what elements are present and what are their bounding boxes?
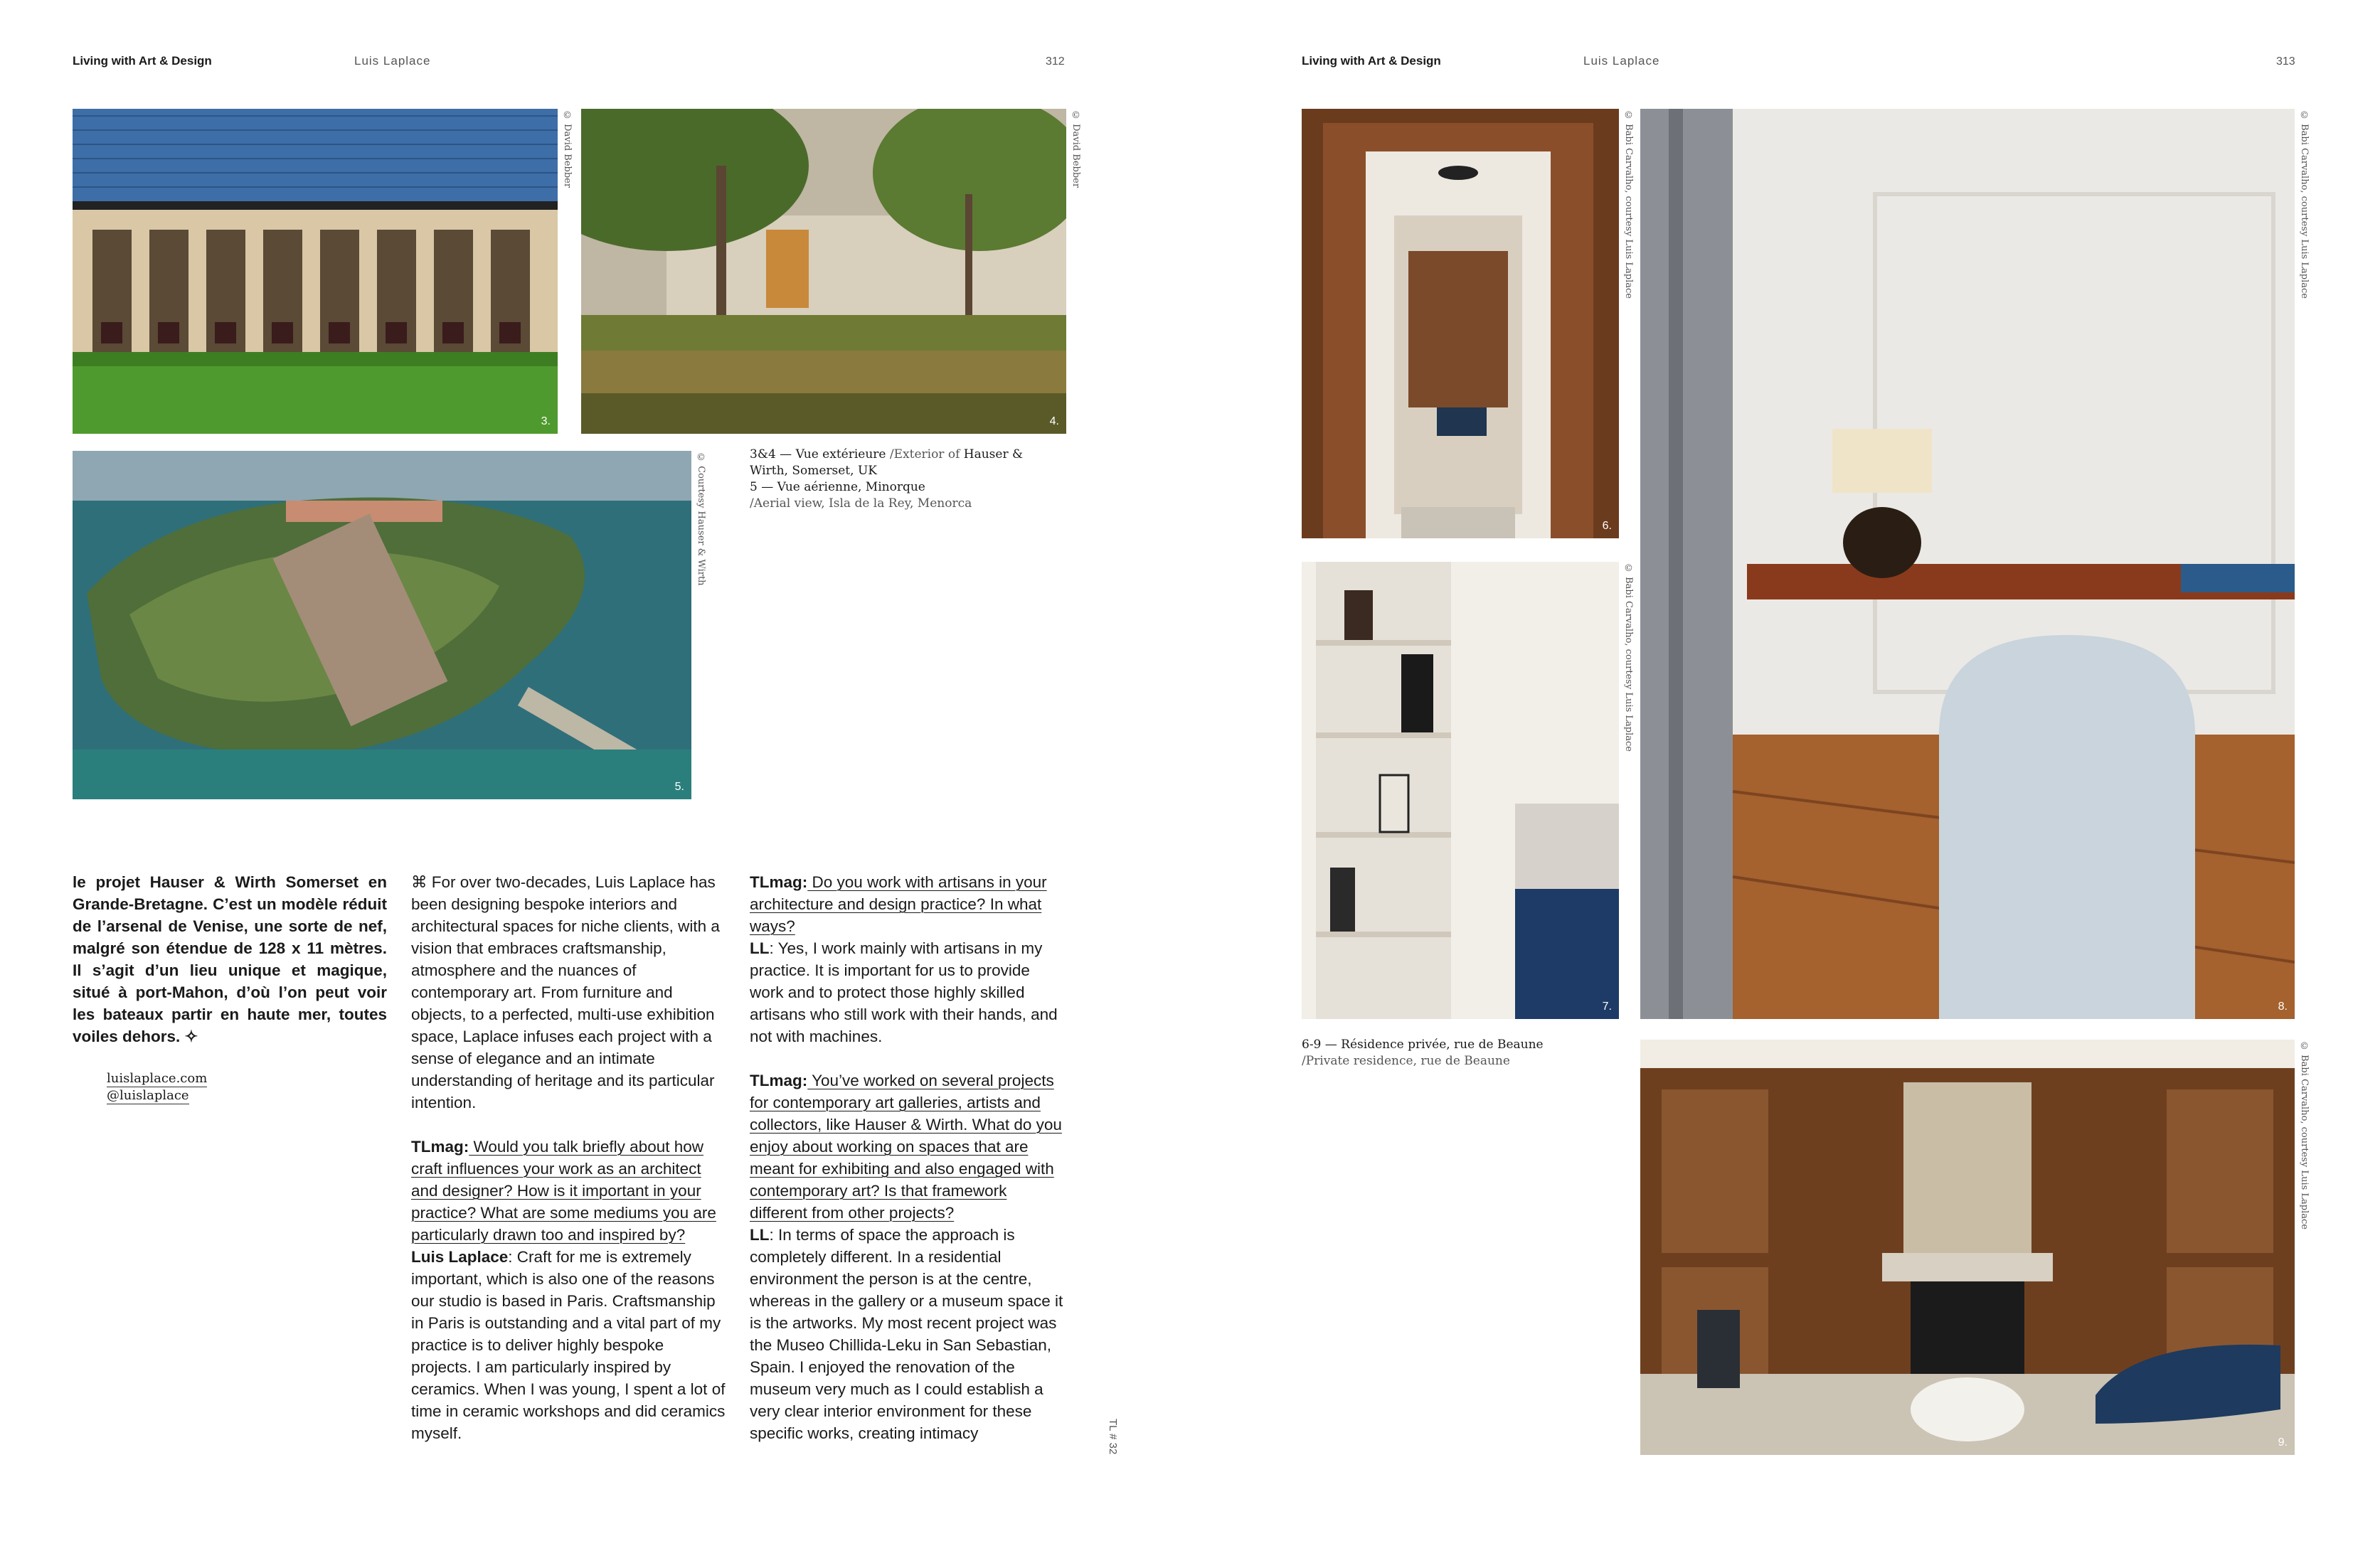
photo-paneled-salon xyxy=(1640,1040,2295,1455)
magazine-folio: TL # 32 xyxy=(1107,1419,1119,1455)
photo-number: 8. xyxy=(2278,1001,2288,1013)
photo-number: 3. xyxy=(541,415,551,427)
french-lead-paragraph: le projet Hauser & Wirth Somerset en Grande-Bretagne. C’est un modèle réduit de l’arsenal de Venise, une sorte de nef, malgré son étendue de 128 x 11 mètres. Il s’agit d’un lieu unique et magique, situé à port-Mahon, d’où l’on peut voir les bateaux partir en haute mer, toutes voiles dehors. ✧ xyxy=(73,873,387,1045)
interviewer-label: TLmag: xyxy=(750,873,808,891)
interviewee-label: Luis Laplace xyxy=(411,1248,509,1266)
caption-line: 3&4 — Vue extérieure xyxy=(750,447,886,462)
caption-photos-3-5 xyxy=(750,447,1023,512)
answer-text: : Craft for me is extremely important, which is also one of the reasons our studio is based in Paris. Craftsmanship in Paris is outstanding and a vital part of my practice is to deliver highly bespoke projects. I am particularly inspired by ceramics. When I was young, I spent a lot of time in ceramic workshops and did ceramics myself. xyxy=(411,1248,726,1442)
interviewer-label: TLmag: xyxy=(750,1072,808,1089)
interview-answer xyxy=(750,1224,1064,1444)
photo-colonnade xyxy=(73,109,558,434)
caption-line: 6-9 — Résidence privée, rue de Beaune xyxy=(1302,1038,1544,1052)
caption-line: Wirth, Somerset, UK xyxy=(750,464,877,478)
contact-links xyxy=(107,1070,207,1104)
answer-text: : In terms of space the approach is completely different. In a residential environment the person is at the centre, whereas in the gallery or a museum space it is the artworks. My most recent project was the Museo Chillida-Leku in San Sebastian, Spain. I enjoyed the renovation of the museum very much as I could establish a very clear interior environment for these specific works, creating intimacy xyxy=(750,1226,1063,1442)
left-section-title: Living with Art & Design xyxy=(73,54,212,68)
interview-question xyxy=(750,1070,1064,1224)
caption-line: 5 — Vue aérienne, Minorque xyxy=(750,480,925,494)
interviewer-label: TLmag: xyxy=(411,1138,469,1156)
caption-photos-6-9 xyxy=(1302,1037,1544,1070)
instagram-handle[interactable]: @luislaplace xyxy=(107,1088,189,1103)
interview-answer xyxy=(750,937,1064,1047)
photo-number: 9. xyxy=(2278,1436,2288,1449)
right-section-title: Living with Art & Design xyxy=(1302,54,1441,68)
caption-line: Hauser & xyxy=(963,447,1024,462)
left-page-number: 312 xyxy=(1046,55,1065,68)
photo-credit: © Babi Carvalho, courtesy Luis Laplace xyxy=(2299,110,2310,299)
photo-number: 4. xyxy=(1049,415,1059,427)
photo-shelves-bedroom xyxy=(1302,562,1619,1019)
photo-credit: © David Bebber xyxy=(1071,110,1081,188)
right-page-number: 313 xyxy=(2276,55,2295,68)
photo-number: 5. xyxy=(674,781,684,793)
question-text: You’ve worked on several projects for contemporary art galleries, artists and collectors, like Hauser & Wirth. What do you enjoy about working on spaces that are meant for exhibiting and also engaged with contemporary art? Is that framework different from other projects? xyxy=(750,1072,1062,1222)
caption-line: /Exterior of xyxy=(886,447,964,462)
text-column-3 xyxy=(750,871,1064,1444)
interviewee-label: LL xyxy=(750,939,770,957)
question-text: Do you work with artisans in your architecture and design practice? In what ways? xyxy=(750,873,1047,935)
intro-paragraph: ⌘ For over two-decades, Luis Laplace has been designing bespoke interiors and architectural spaces for niche clients, with a vision that embraces craftsmanship, atmosphere and the nuances of contemporary art. From furniture and objects, to a perfected, multi-use exhibition space, Laplace infuses each project with a sense of elegance and an intimate understanding of heritage and its particular intention. xyxy=(411,873,720,1111)
photo-credit: © Babi Carvalho, courtesy Luis Laplace xyxy=(1623,110,1634,299)
text-column-2 xyxy=(411,871,726,1444)
question-text: Would you talk briefly about how craft influences your work as an architect and designer? How is it important in your practice? What are some mediums you are particularly drawn too and inspired by? xyxy=(411,1138,716,1244)
left-subject-name: Luis Laplace xyxy=(354,54,431,68)
caption-line: /Aerial view, Isla de la Rey, Menorca xyxy=(750,496,972,511)
photo-credit: © Babi Carvalho, courtesy Luis Laplace xyxy=(2299,1041,2310,1230)
text-column-1 xyxy=(73,871,387,1047)
photo-credit: © David Bebber xyxy=(562,110,573,188)
photo-number: 7. xyxy=(1602,1001,1612,1013)
website-link[interactable]: luislaplace.com xyxy=(107,1071,208,1086)
photo-garden xyxy=(581,109,1066,434)
photo-credit: © Babi Carvalho, courtesy Luis Laplace xyxy=(1623,563,1634,752)
interviewee-label: LL xyxy=(750,1226,770,1244)
photo-doorway xyxy=(1302,109,1619,538)
right-subject-name: Luis Laplace xyxy=(1583,54,1660,68)
photo-desk-chair xyxy=(1640,109,2295,1019)
answer-text: : Yes, I work mainly with artisans in my practice. It is important for us to provide work and to protect those highly skilled artisans who still work with their hands, and not with machines. xyxy=(750,939,1058,1045)
interview-answer xyxy=(411,1246,726,1444)
interview-question xyxy=(750,871,1064,937)
interview-question xyxy=(411,1136,726,1246)
photo-credit: © Courtesy Hauser & Wirth xyxy=(696,452,706,586)
photo-number: 6. xyxy=(1602,520,1612,532)
caption-line: /Private residence, rue de Beaune xyxy=(1302,1054,1510,1068)
photo-aerial-island xyxy=(73,451,691,799)
